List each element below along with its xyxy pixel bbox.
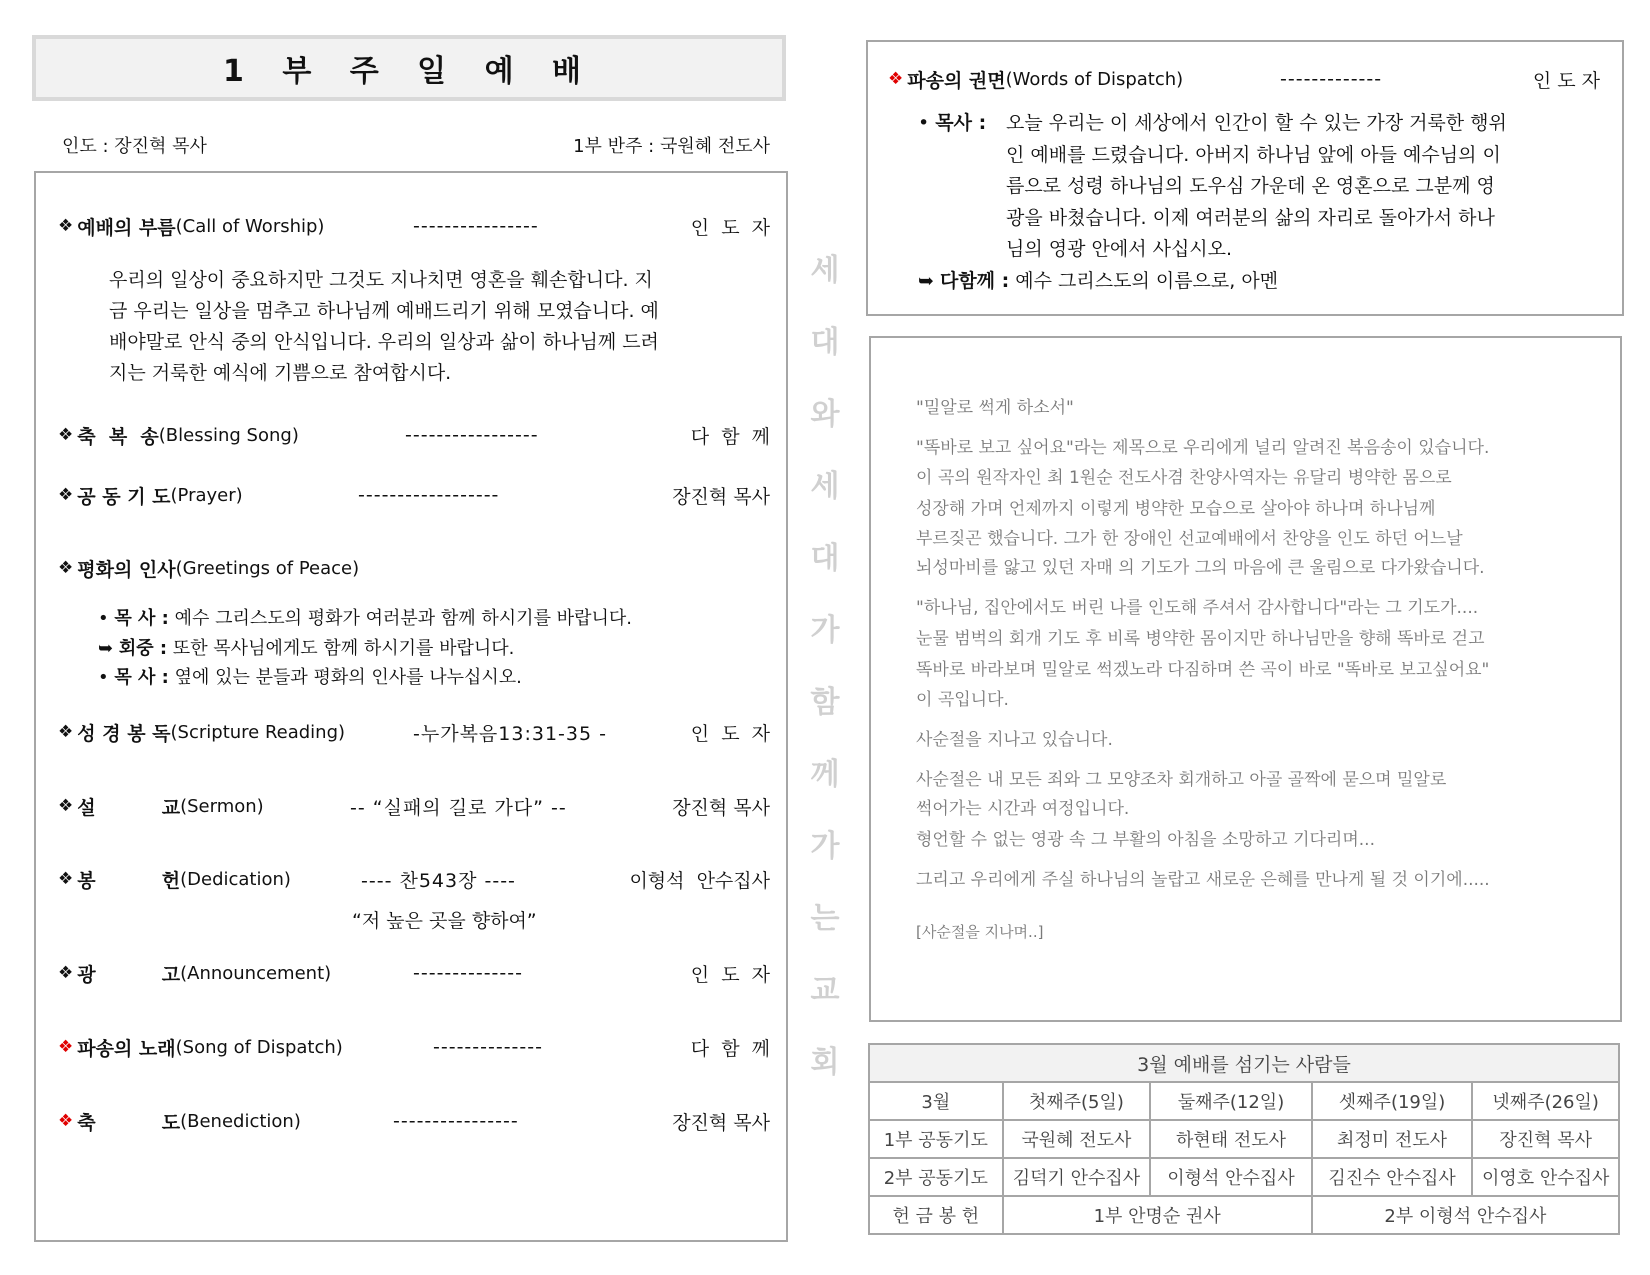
order-item (58, 211, 770, 241)
order-item (58, 864, 770, 894)
item-detail: -누가복음13:31-35 - (413, 722, 607, 745)
table-cell: 이영호 안수집사 (1472, 1158, 1619, 1196)
table-cell: 셋째주(19일) (1312, 1082, 1473, 1120)
dispatch-pastor-label: • 목사 : (918, 112, 987, 134)
item-english: (Announcement) (180, 962, 332, 984)
call-of-worship-text (109, 265, 659, 389)
item-english: (Benediction) (180, 1110, 301, 1132)
diamond-icon: ❖ (58, 722, 74, 742)
order-item (58, 480, 770, 510)
accompanist-info: 1부 반주 : 국원혜 전도사 (573, 136, 770, 157)
motto-character: 대 (810, 541, 840, 576)
table-cell: 넷째주(26일) (1472, 1082, 1619, 1120)
diamond-icon: ❖ (58, 425, 74, 445)
motto-character: 회 (810, 1045, 840, 1080)
meditation-line: 그리고 우리에게 주실 하나님의 놀랍고 새로운 은혜를 만나게 될 것 이기에..... (916, 870, 1490, 890)
role-label: 다함께 : (939, 270, 1010, 292)
table-row (869, 1120, 1619, 1158)
table-cell: 김덕기 안수집사 (1003, 1158, 1151, 1196)
item-title: 축 복 송 (77, 425, 159, 448)
table-cell: 하현태 전도사 (1150, 1120, 1312, 1158)
bullet-icon: • (98, 608, 109, 629)
table-cell: 2부 공동기도 (869, 1158, 1003, 1196)
meditation-line: 똑바로 바라보며 밀알로 썩겠노라 다짐하며 쓴 곡이 바로 "똑바로 보고싶어요" (916, 660, 1490, 680)
meditation-line: [사순절을 지나며..] (916, 923, 1044, 941)
item-english: (Scripture Reading) (170, 721, 346, 743)
table-cell: 3월 (869, 1082, 1003, 1120)
arrow-icon: ➥ (98, 638, 114, 659)
text-line: 오늘 우리는 이 세상에서 인간이 할 수 있는 가장 거룩한 행위 (1006, 112, 1507, 134)
item-detail: ----------------- (405, 424, 539, 446)
item-english: (Words of Dispatch) (1005, 68, 1184, 90)
table-cell: 장진혁 목사 (1472, 1120, 1619, 1158)
text-line: 우리의 일상이 중요하지만 그것도 지나치면 영혼을 훼손합니다. 지 (109, 269, 653, 291)
table-row (869, 1158, 1619, 1196)
table-cell: 1부 안명순 권사 (1003, 1196, 1312, 1234)
diamond-icon: ❖ (888, 69, 904, 89)
text-line: 름으로 성령 하나님의 도우심 가운데 온 영혼으로 그분께 영 (1006, 175, 1495, 197)
response-text: 예수 그리스도의 이름으로, 아멘 (1009, 270, 1279, 292)
meditation-line: "밀알로 썩게 하소서" (916, 398, 1074, 418)
motto-character: 대 (810, 325, 840, 360)
item-dashes: ------------- (1280, 68, 1383, 90)
leader-info: 인도 : 장진혁 목사 (62, 136, 207, 157)
role-label: 회중 : (118, 638, 168, 659)
order-item (58, 717, 770, 747)
diamond-icon: ❖ (58, 869, 74, 889)
table-cell: 국원혜 전도사 (1003, 1120, 1151, 1158)
table-cell: 1부 공동기도 (869, 1120, 1003, 1158)
meditation-line: 성장해 가며 언제까지 이렇게 병약한 모습으로 살아야 하나며 하나님께 (916, 499, 1436, 519)
diamond-icon: ❖ (58, 1111, 74, 1131)
item-title: 광 고 (77, 963, 181, 986)
greeting-line (98, 663, 522, 689)
item-detail: ---------------- (413, 215, 539, 237)
diamond-icon: ❖ (58, 216, 74, 236)
greeting-line (98, 634, 514, 660)
item-detail: -- “실패의 길로 가다” -- (350, 796, 567, 819)
motto-character: 세 (810, 469, 840, 504)
diamond-icon: ❖ (58, 558, 74, 578)
item-title: 성 경 봉 독 (77, 722, 171, 745)
greeting-text: 예수 그리스도의 평화가 여러분과 함께 하시기를 바랍니다. (168, 608, 632, 629)
text-line: 배야말로 안식 중의 안식입니다. 우리의 일상과 삶이 하나님께 드려 (109, 331, 659, 353)
table-cell: 김진수 안수집사 (1312, 1158, 1473, 1196)
item-leader: 장진혁 목사 (672, 1111, 770, 1134)
motto-character: 세 (810, 253, 840, 288)
greeting-text: 또한 목사님에게도 함께 하시기를 바랍니다. (167, 638, 515, 659)
item-detail: ---- 찬543장 ---- (361, 869, 516, 892)
table-cell: 헌 금 봉 헌 (869, 1196, 1003, 1234)
item-english: (Dedication) (180, 868, 291, 890)
hymn-title: “저 높은 곳을 향하여” (352, 910, 537, 932)
greeting-line (98, 604, 632, 630)
item-leader: 인 도 자 (1532, 69, 1600, 92)
item-english: (Call of Worship) (175, 215, 325, 237)
table-cell: 2부 이형석 안수집사 (1312, 1196, 1619, 1234)
greeting-text: 옆에 있는 분들과 평화의 인사를 나누십시오. (168, 667, 522, 688)
item-leader: 이형석 안수집사 (629, 869, 770, 892)
order-item (58, 958, 770, 988)
meditation-line: 눈물 범벅의 회개 기도 후 비록 병약한 몸이지만 하나님만을 향해 똑바로 걷고 (916, 629, 1485, 649)
servers-table (868, 1043, 1620, 1235)
table-row (869, 1082, 1619, 1120)
meditation-line: 사순절을 지나고 있습니다. (916, 730, 1113, 750)
role-label: 목 사 : (114, 608, 169, 629)
meditation-line: 이 곡입니다. (916, 690, 1009, 710)
order-item (58, 1032, 770, 1062)
meditation-line: 형언할 수 없는 영광 속 그 부활의 아침을 소망하고 기다리며... (916, 830, 1375, 850)
item-leader: 다 함 께 (690, 1037, 770, 1060)
table-cell: 이형석 안수집사 (1150, 1158, 1312, 1196)
diamond-icon: ❖ (58, 963, 74, 983)
order-item (58, 553, 770, 583)
role-label: 목사 : (935, 112, 987, 134)
table-cell: 최정미 전도사 (1312, 1120, 1473, 1158)
item-english: (Blessing Song) (158, 424, 299, 446)
text-line: 님의 영광 안에서 사십시오. (1006, 238, 1233, 260)
item-leader: 다 함 께 (690, 425, 770, 448)
meditation-line: 뇌성마비를 앓고 있던 자매 의 기도가 그의 마음에 큰 울림으로 다가왔습니다. (916, 558, 1485, 578)
meditation-line: 이 곡의 원작자인 최 1원순 전도사겸 찬양사역자는 유달리 병약한 몸으로 (916, 468, 1452, 488)
item-detail: -------------- (433, 1036, 543, 1058)
item-title: 축 도 (77, 1111, 181, 1134)
item-detail: ---------------- (393, 1110, 519, 1132)
item-title: 봉 헌 (77, 869, 181, 892)
item-title: 파송의 노래 (77, 1037, 176, 1060)
meditation-line: "똑바로 보고 싶어요"라는 제목으로 우리에게 널리 알려진 복음송이 있습니다. (916, 438, 1490, 458)
item-leader: 인 도 자 (690, 216, 770, 239)
item-title: 설 교 (77, 796, 181, 819)
item-detail: -------------- (413, 962, 523, 984)
item-english: (Greetings of Peace) (175, 557, 360, 579)
table-cell: 첫째주(5일) (1003, 1082, 1151, 1120)
meditation-line: 부르짖곤 했습니다. 그가 한 장애인 선교예배에서 찬양을 인도 하던 어느날 (916, 529, 1463, 549)
item-leader: 장진혁 목사 (672, 796, 770, 819)
table-row (869, 1196, 1619, 1234)
bullet-icon: • (98, 667, 109, 688)
item-detail: ------------------ (358, 484, 500, 506)
meditation-line: 사순절은 내 모든 죄와 그 모양조차 회개하고 아골 골짝에 묻으며 밀알로 (916, 770, 1447, 790)
motto-character: 가 (810, 613, 840, 648)
dispatch-heading (888, 64, 1600, 94)
text-line: 광을 바쳤습니다. 이제 여러분의 삶의 자리로 돌아가서 하나 (1006, 206, 1495, 229)
item-title: 공 동 기 도 (77, 485, 171, 508)
motto-character: 께 (810, 757, 840, 792)
meditation-line: "하나님, 집안에서도 버린 나를 인도해 주셔서 감사합니다"라는 그 기도가.... (916, 598, 1479, 618)
meditation-line: 썩어가는 시간과 여정입니다. (916, 799, 1130, 819)
dispatch-pastor-text (1006, 108, 1507, 266)
table-cell: 둘째주(12일) (1150, 1082, 1312, 1120)
text-line: 지는 거룩한 예식에 기쁨으로 참여합시다. (109, 362, 452, 384)
motto-character: 는 (810, 901, 840, 936)
text-line: 금 우리는 일상을 멈추고 하나님께 예배드리기 위해 모였습니다. 예 (109, 300, 659, 322)
item-title: 평화의 인사 (77, 558, 176, 581)
item-english: (Sermon) (180, 795, 264, 817)
item-english: (Prayer) (170, 484, 243, 506)
order-item (58, 791, 770, 821)
motto-character: 가 (810, 829, 840, 864)
motto-character: 함 (810, 685, 840, 720)
text-line: 인 예배를 드렸습니다. 아버지 하나님 앞에 아들 예수님의 이 (1006, 143, 1501, 166)
motto-character: 와 (810, 397, 840, 432)
diamond-icon: ❖ (58, 1037, 74, 1057)
item-english: (Song of Dispatch) (175, 1036, 343, 1058)
table-title: 3월 예배를 섬기는 사람들 (869, 1044, 1619, 1082)
item-title: 파송의 권면 (907, 69, 1006, 92)
role-label: 목 사 : (114, 667, 169, 688)
service-title: 1 부 주 일 예 배 (32, 35, 786, 101)
item-leader: 장진혁 목사 (672, 485, 770, 508)
order-item (58, 420, 770, 450)
diamond-icon: ❖ (58, 796, 74, 816)
dispatch-all-line (918, 266, 1278, 293)
motto-character: 교 (810, 973, 840, 1008)
arrow-icon: ➥ (918, 270, 934, 292)
item-title: 예배의 부름 (77, 216, 176, 239)
diamond-icon: ❖ (58, 485, 74, 505)
item-leader: 인 도 자 (690, 722, 770, 745)
order-item (58, 1106, 770, 1136)
item-leader: 인 도 자 (690, 963, 770, 986)
